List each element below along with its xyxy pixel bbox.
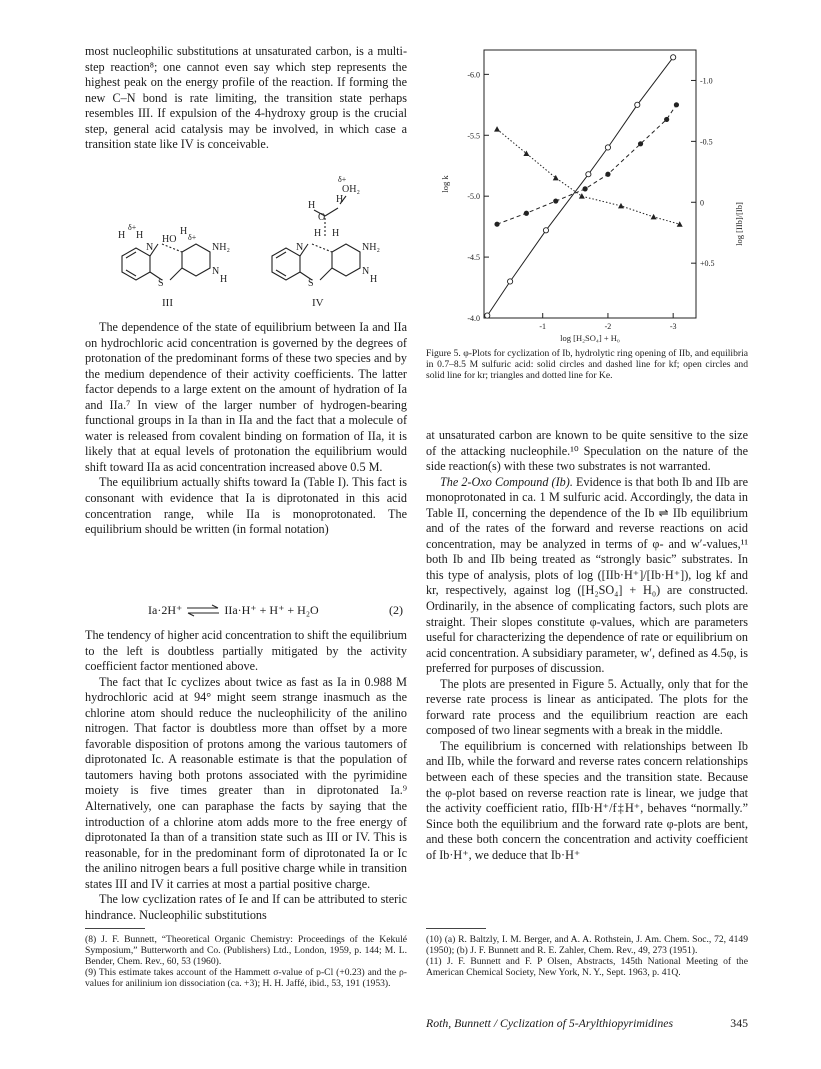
y-right-tick-label: -1.0 (700, 76, 713, 86)
svg-text:H: H (220, 274, 228, 285)
x-tick-label: -1 (539, 322, 547, 331)
svg-text:N: N (296, 242, 304, 253)
data-point-solid-circle (664, 117, 669, 122)
data-point-triangle (494, 126, 500, 132)
left-column-lower (85, 628, 407, 923)
data-point-solid-circle (605, 172, 610, 177)
figure-caption: Figure 5. φ-Plots for cyclization of Ib, hydrolytic ring opening of IIb, and equilibria in 0.7–8.5 M sulfuric acid: solid circles and dashed line for kf; open circles and solid line for kr; triangles and dotted line for Ke. (426, 348, 748, 382)
footnotes-left (85, 934, 407, 989)
transition-state-structures (100, 174, 400, 314)
svg-text:N: N (212, 266, 220, 277)
x-tick-label: -2 (604, 322, 612, 331)
paragraph: The dependence of the state of equilibrium between Ia and IIa on hydrochloric acid concentration is governed by the degrees of protonation of the predominant forms of these two species and by the medium dependence of their activity coefficients. The latter factor depends to a large extent on the amount of hydration of Ia and IIa.⁷ In view of the larger number of hydrogen-bearing functional groups in Ia than in IIa and the fact that a molecule of water is released from covalent binding on formation of IIa, it is likely that at equal levels of protonation the equilibrium would shift toward IIa as acid concentration increased above 0.5 M. (85, 320, 407, 474)
series-line-open-circle (487, 57, 673, 315)
svg-text:H: H (308, 200, 316, 211)
y-axis-left-label: log k (440, 175, 450, 193)
structure-label-iv: IV (312, 297, 324, 309)
svg-text:H: H (370, 274, 378, 285)
svg-text:δ+: δ+ (338, 175, 347, 184)
paragraph: at unsaturated carbon are known to be quite sensitive to the size of the attacking nucleophile.¹⁰ Speculation on the nature of the side reaction(s) with these two substrates is not warranted. (426, 428, 748, 474)
data-point-open-circle (671, 55, 676, 60)
equilibrium-arrow-icon (185, 604, 221, 618)
data-point-solid-circle (638, 141, 643, 146)
footnote-11: (11) J. F. Bunnett and F. P Olsen, Abstracts, 145th National Meeting of the American Chemical Society, New York, N. Y., Sept. 1963, p. 41Q. (426, 956, 748, 978)
data-point-triangle (651, 214, 657, 220)
data-point-solid-circle (553, 198, 558, 203)
footnotes-right (426, 934, 748, 978)
left-column-continued (85, 320, 407, 538)
data-point-triangle (553, 175, 559, 181)
page-number: 345 (730, 1016, 748, 1030)
footnote-10: (10) (a) R. Baltzly, I. M. Berger, and A. A. Rothstein, J. Am. Chem. Soc., 72, 4149 (1950); (b) J. F. Bunnett and R. E. Zahler, Chem. Rev., 49, 273 (1951). (426, 934, 748, 956)
plot-frame (484, 50, 696, 318)
paragraph: most nucleophilic substitutions at unsaturated carbon, is a multi-step reaction⁸; one cannot even say which step represents the highest peak on the energy profile of the reaction. If forming the new C–N bond is rate limiting, the transition state perhaps resembles III. If expulsion of the 4-hydroxy group is the crucial step, general acid catalysis may be involved, in which case a transition state like IV is conceivable. (85, 44, 407, 152)
y-right-tick-label: -0.5 (700, 137, 713, 147)
data-point-triangle (618, 203, 624, 209)
y-left-tick-label: -5.0 (467, 192, 480, 202)
svg-text:NH₂: NH₂ (212, 242, 230, 253)
equation-right: IIa·H⁺ + H⁺ + H₂O (224, 603, 319, 617)
footnote-rule (85, 928, 145, 929)
svg-text:S: S (158, 278, 164, 289)
y-left-tick-label: -4.5 (467, 253, 480, 263)
y-right-tick-label: 0 (700, 198, 704, 208)
svg-text:OH₂: OH₂ (342, 184, 360, 195)
section-heading: The 2-Oxo Compound (Ib). (440, 474, 573, 489)
footnote-rule (426, 928, 486, 929)
data-point-open-circle (586, 172, 591, 177)
paragraph: The plots are presented in Figure 5. Actually, only that for the reverse rate process is linear as anticipated. The plots for the forward rate process and the equilibrium reaction are each composed of two linear segments with a break in the middle. (426, 676, 748, 738)
data-point-solid-circle (583, 186, 588, 191)
y-left-tick-label: -6.0 (467, 70, 480, 80)
svg-text:H: H (136, 230, 144, 241)
svg-text:NH₂: NH₂ (362, 242, 380, 253)
svg-text:N: N (146, 242, 154, 253)
x-axis-label: log [H₂SO₄] + H₀ (560, 333, 620, 343)
data-point-solid-circle (524, 211, 529, 216)
y-axis-right-label: log [IIb]/[Ib] (734, 202, 744, 246)
right-column (426, 428, 748, 863)
data-point-open-circle (543, 228, 548, 233)
svg-text:H: H (180, 226, 188, 237)
svg-text:δ+: δ+ (128, 223, 137, 232)
y-right-tick-label: +0.5 (700, 259, 715, 269)
figure-5-plot (426, 44, 748, 348)
running-title: Roth, Bunnett / Cyclization of 5-Arylthiopyrimidines (426, 1016, 674, 1030)
paragraph: The 2-Oxo Compound (Ib). Evidence is that both Ib and IIb are monoprotonated in ca. 1 M sulfuric acid. Accordingly, the data in Table II, concerning the dependence of the Ib ⇌ IIb equilibrium and of the rates of the forward and reverse reactions on acid concentration, may be analyzed in terms of φ- and w′-values,¹¹ both Ib and IIb being treated as “strongly basic” substrates. In this type of analysis, plots of log ([IIb·H⁺]/[Ib·H⁺]), log kf and kr, respectively, against log ([H₂SO₄] + H₀) are constructed. Ordinarily, in the absence of complicating factors, such plots are straight. Their slopes constitute φ-values, which are parameters useful for characterizing the dependence of rate or equilibrium on acid concentration. A subsidiary parameter, w′, defined as 4.5φ, is preferred for purposes of discussion. (426, 474, 748, 676)
equation-number: (2) (389, 603, 403, 617)
svg-text:HO: HO (162, 234, 177, 245)
svg-text:H: H (336, 194, 344, 205)
paragraph: The fact that Ic cyclizes about twice as fast as Ia in 0.988 M hydrochloric acid at 94° might seem strange inasmuch as the chlorine atom should reduce the nucleophilicity of the anilino nitrogen. That factor is doubtless more than offset by a more favorable disposition of protons among the various tautomers of diprotonated Ic. A reasonable estimate is that the population of tautomers having both protons associated with the pyrimidine moiety is five times greater than in diprotonated Ia.⁹ Alternatively, one can paraphase the facts by saying that the introduction of a chlorine atom adds more to the free energy of diprotonated Ia than of a transition state such as III or IV. This is reasonable, for in the predominant form of diprotonated Ia or Ic the anilino nitrogen bears a full positive charge while in transition states III and IV it carries at most a partial positive charge. (85, 674, 407, 891)
data-point-open-circle (635, 102, 640, 107)
svg-text:H: H (332, 228, 340, 239)
running-footer (426, 1016, 748, 1031)
svg-text:H: H (118, 230, 126, 241)
svg-text:S: S (308, 278, 314, 289)
svg-text:δ+: δ+ (188, 233, 197, 242)
data-point-triangle (579, 193, 585, 199)
svg-text:O: O (318, 212, 326, 223)
footnote-9: (9) This estimate takes account of the Hammett σ-value of p-Cl (+0.23) and the ρ-values for anilinium ion dissociation (ca. +3); H. H. Jaffé, ibid., 53, 191 (1953). (85, 967, 407, 989)
data-point-open-circle (485, 313, 490, 318)
svg-text:N: N (362, 266, 370, 277)
left-column (85, 44, 407, 153)
y-left-tick-label: -4.0 (467, 314, 480, 323)
x-tick-label: -3 (669, 322, 677, 331)
footnote-8: (8) J. F. Bunnett, “Theoretical Organic Chemistry: Proceedings of the Kekulé Symposium,” Butterworth and Co. (Publishers) Ltd., London, 1959, p. 144; M. L. Bender, Chem. Rev., 60, 53 (1960). (85, 934, 407, 967)
structure-label-iii: III (162, 297, 173, 309)
y-left-tick-label: -5.5 (467, 131, 480, 141)
paragraph: The tendency of higher acid concentration to shift the equilibrium to the left is doubtless partially mitigated by the activity coefficient factor mentioned above. (85, 628, 407, 674)
equation-left: Ia·2H⁺ (148, 603, 183, 617)
data-point-open-circle (605, 145, 610, 150)
paragraph: The equilibrium is concerned with relationships between Ib and IIb, while the forward and reverse rates concern relationships between each of these species and the transition state. Because the φ-plot based on reverse reaction rate is linear, we judge that the activity coefficient ratio, fIIb·H⁺/f‡H⁺, behaves “normally.” Since both the equilibrium and the forward rate φ-plots are bent, and these both concern the concentration and activity coefficient of Ib·H⁺, we deduce that Ib·H⁺ (426, 738, 748, 862)
paragraph: The low cyclization rates of Ie and If can be attributed to steric hindrance. Nucleophilic substitutions (85, 892, 407, 922)
data-point-open-circle (507, 279, 512, 284)
data-point-solid-circle (674, 102, 679, 107)
data-point-solid-circle (494, 222, 499, 227)
series-line-solid-circle (497, 105, 676, 224)
svg-text:H: H (314, 228, 322, 239)
paragraph: The equilibrium actually shifts toward Ia (Table I). This fact is consonant with evidence that Ia is diprotonated in this acid concentration range, while IIa is monoprotonated. The equilibrium should be written (in formal notation) (85, 475, 407, 537)
